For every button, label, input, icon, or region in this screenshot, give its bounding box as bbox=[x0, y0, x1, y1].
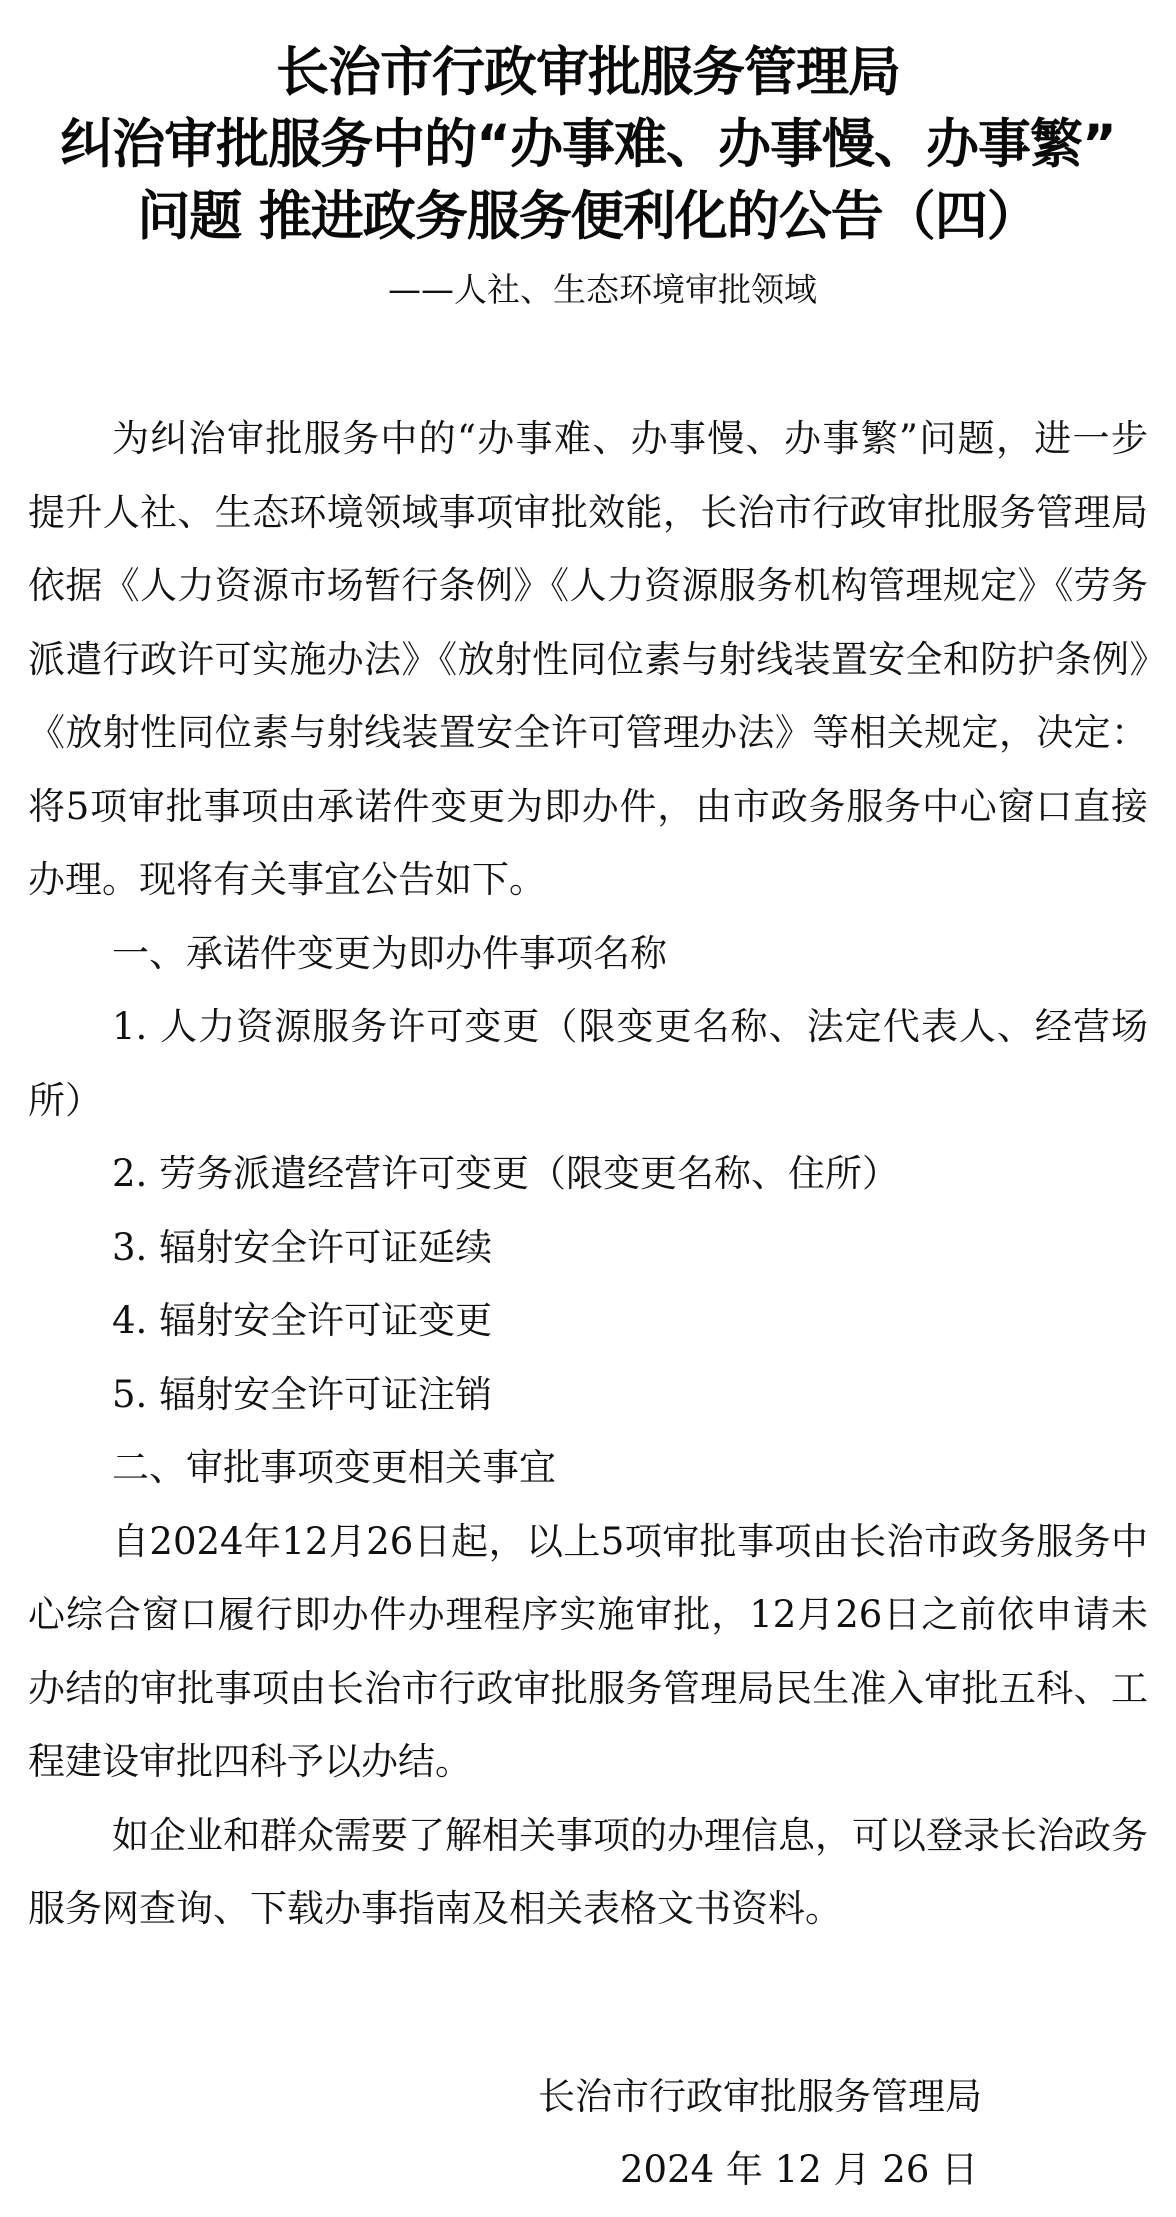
effective-date-paragraph: 自2024年12月26日起，以上5项审批事项由长治市政务服务中心综合窗口履行即办件办理程序实施审批，12月26日之前依申请未办结的审批事项由长治市行政审批服务管理局民生准入审批五科、工程建设审批四科予以办结。 bbox=[28, 1519, 1148, 1783]
notice-title-line-2: 纠治审批服务中的“办事难、办事慢、办事繁” bbox=[60, 114, 1116, 175]
signature-date: 2024 年 12 月 26 日 bbox=[620, 2148, 979, 2191]
contact-paragraph: 如企业和群众需要了解相关事项的办理信息，可以登录长治政务服务网查询、下载办事指南及相关表格文书资料。 bbox=[28, 1813, 1148, 1930]
signature-organization: 长治市行政审批服务管理局 bbox=[538, 2075, 982, 2118]
list-item-4: 4. 辐射安全许可证变更 bbox=[112, 1299, 493, 1342]
notice-body bbox=[28, 402, 1148, 1946]
list-item-2: 2. 劳务派遣经营许可变更（限变更名称、住所） bbox=[112, 1152, 900, 1195]
notice-title-line-3: 问题 推进政务服务便利化的公告（四） bbox=[137, 186, 1039, 247]
section-one-heading: 一、承诺件变更为即办件事项名称 bbox=[112, 931, 667, 975]
notice-subtitle: ——人社、生态环境审批领域 bbox=[388, 270, 817, 309]
list-item-5: 5. 辐射安全许可证注销 bbox=[112, 1372, 493, 1416]
section-two-heading: 二、审批事项变更相关事宜 bbox=[112, 1446, 556, 1489]
list-item-1: 1. 人力资源服务许可变更（限变更名称、法定代表人、经营场所） bbox=[28, 1005, 1148, 1122]
list-item-3: 3. 辐射安全许可证延续 bbox=[112, 1225, 493, 1269]
intro-paragraph: 为纠治审批服务中的“办事难、办事慢、办事繁”问题，进一步提升人社、生态环境领域事项审批效能，长治市行政审批服务管理局依据《人力资源市场暂行条例》《人力资源服务机构管理规定》《劳务派遣行政许可实施办法》《放射性同位素与射线装置安全和防护条例》《放射性同位素与射线装置安全许可管理办法》等相关规定，决定：将5项审批事项由承诺件变更为即办件，由市政务服务中心窗口直接办理。现将有关事宜公告如下。 bbox=[28, 417, 1148, 901]
notice-title-line-1: 长治市行政审批服务管理局 bbox=[276, 42, 900, 103]
